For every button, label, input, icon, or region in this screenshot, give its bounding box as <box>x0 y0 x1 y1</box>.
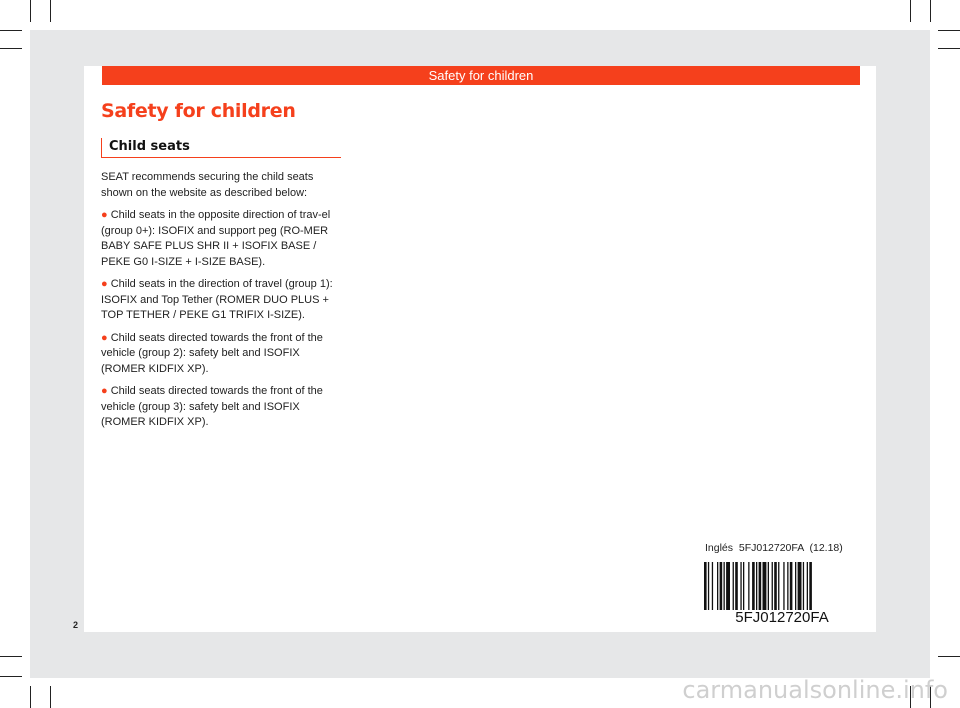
crop-mark <box>30 686 31 708</box>
list-item-text: Child seats in the opposite direction of trav-el (group 0+): ISOFIX and support peg (RO-MER BABY SAFE PLUS SHR II + ISOFIX BASE / PEKE G0 I-SIZE + I-SIZE BASE). <box>101 209 331 268</box>
crop-mark <box>938 656 960 657</box>
crop-mark <box>50 686 51 708</box>
list-item <box>101 277 347 324</box>
intro-paragraph: SEAT recommends securing the child seats shown on the website as described below: <box>101 171 314 199</box>
section-title: Safety for children <box>101 100 296 122</box>
crop-mark <box>30 0 31 22</box>
crop-mark <box>0 48 22 49</box>
crop-mark <box>0 676 22 677</box>
bullet-icon: ● <box>101 209 108 221</box>
crop-mark <box>930 0 931 22</box>
crop-mark <box>938 30 960 31</box>
list-item-text: Child seats directed towards the front of the vehicle (group 2): safety belt and ISOFIX (ROMER KIDFIX XP). <box>101 331 323 375</box>
crop-mark <box>0 30 22 31</box>
crop-mark <box>0 656 22 657</box>
crop-mark <box>910 0 911 22</box>
list-item-text: Child seats directed towards the front of the vehicle (group 3): safety belt and ISOFIX (ROMER KIDFIX XP). <box>101 385 323 428</box>
document-code: Inglés 5FJ012720FA (12.18) <box>705 542 843 554</box>
bullet-icon: ● <box>101 278 108 290</box>
watermark: carmanualsonline.info <box>682 676 948 704</box>
crop-mark <box>50 0 51 22</box>
list-item <box>101 384 347 431</box>
page-number: 2 <box>73 620 79 630</box>
list-item <box>101 208 347 270</box>
barcode-text: 5FJ012720FA <box>735 609 829 626</box>
crop-mark <box>938 48 960 49</box>
barcode-icon <box>704 562 860 610</box>
body-text <box>101 170 347 438</box>
bullet-icon: ● <box>101 331 108 344</box>
list-item <box>101 331 347 378</box>
subsection-heading: Child seats <box>101 138 341 158</box>
list-item-text: Child seats in the direction of travel (group 1): ISOFIX and Top Tether (ROMER DUO PLUS + TOP TETHER / PEKE G1 TRIFIX I-SIZE). <box>101 278 333 321</box>
running-header: Safety for children <box>102 66 860 85</box>
bullet-icon: ● <box>101 385 108 397</box>
